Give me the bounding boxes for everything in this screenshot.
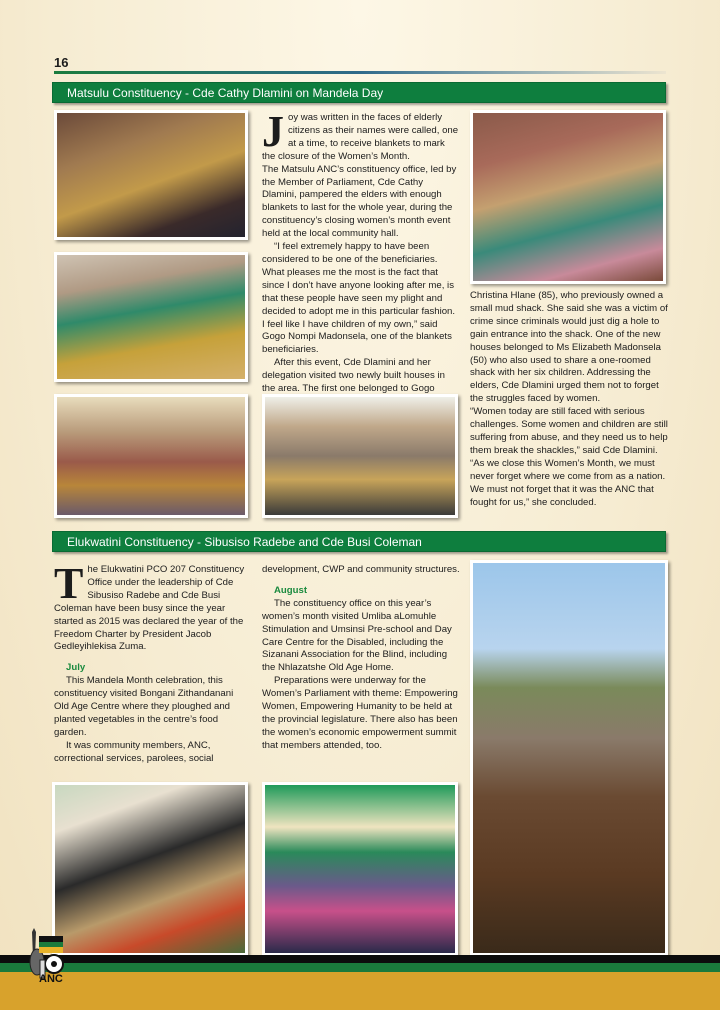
footer-band-gold (0, 972, 720, 1010)
footer-band-green (0, 963, 720, 972)
flag-gold-stripe (39, 947, 63, 953)
section-title-matsulu: Matsulu Constituency - Cde Cathy Dlamini on Mandela Day (52, 82, 666, 103)
photo-garden-workers (470, 560, 668, 956)
photo-three-women (470, 110, 666, 284)
article-matsulu-col1 (262, 107, 460, 396)
paragraph: It was community members, ANC, correctional services, parolees, social (54, 739, 214, 764)
subheading-july: July (66, 662, 86, 674)
paragraph: The Matsulu ANC’s constituency office, led by the Member of Parliament, Cde Cathy Dlamini, pampered the elders with enough blankets to last for the whole year, during the constituency’s closing women’s month event held at the local community hall. (262, 163, 457, 240)
anc-logo-text: ANC (39, 973, 63, 985)
flag-black-stripe (39, 936, 63, 942)
photo-blanket-handover (54, 110, 248, 240)
subheading-august: August (274, 584, 308, 596)
page-number: 16 (54, 55, 69, 70)
paragraph: “I feel extremely happy to have been considered to be one of the beneficiaries. What pleases me the most is the fact that since I don’t have anyone looking after me, is that these people have seen my plight and decided to adopt me in this particular fashion. I feel like I have children of my own,” said Gogo Nompi Madonsela, one of the blankets beneficiaries. (262, 241, 456, 356)
paragraph: “Women today are still faced with serious challenges. Some women and children are still suffering from abuse, and they need us to help them break the shackles,” said Cde Dlamini. “As we close this Women’s Month, we must never forget where we come from as a nation. We must not forget that it was the ANC that fought for us,” she concluded. (470, 406, 668, 508)
article-elukwatini-col1 (54, 559, 250, 766)
paragraph: Christina Hlane (85), who previously owned a small mud shack. She said she was a victim of crime since criminals would just dig a hole to gain entrance into the shack. One of the new houses belonged to Ms Elizabeth Madonsela (50) who also used to share a one-roomed shack with her six children. Addressing the elders, Cde Dlamini urged them not to forget the struggles faced by women. (470, 290, 668, 405)
top-rule (54, 71, 666, 74)
paragraph: The constituency office on this year’s women’s month visited Umliba aLomuhle Stimulation and Umsinsi Pre-school and Day Care Centre for the Disabled, including the Sizanani Association for the Blind, including the Nhlazatshe Old Age Home. (262, 597, 452, 674)
dropcap-t: T (54, 559, 84, 608)
photo-women-greeting (54, 252, 248, 382)
paragraph: development, CWP and community structures. (262, 564, 460, 575)
dropcap-j: J (262, 107, 284, 156)
article-matsulu-col2 (470, 290, 668, 509)
article-elukwatini-col2 (262, 564, 460, 753)
paragraph: Preparations were underway for the Women’s Parliament with theme: Empowering Women, Empowering Humanity to be held at the provincial legislature. There also has been the women’s economic empowerment summit that members attended, too. (262, 675, 458, 751)
photo-hall-crowd (54, 394, 248, 518)
paragraph: This Mandela Month celebration, this constituency visited Bongani Zithandanani Old Age Centre where they ploughed and planted vegetables in the centre’s food garden. (54, 675, 234, 738)
photo-elders-blankets (262, 394, 458, 518)
photo-tent-gathering (262, 782, 458, 956)
paragraph: After this event, Cde Dlamini and her delegation visited two newly built houses in the area. The first one belonged to Gogo (262, 357, 445, 395)
paragraph: he Elukwatini PCO 207 Constituency Office under the leadership of Cde Sibusiso Radebe and Cde Busi Coleman have been busy since the year started as 2015 was declared the year of the Freedom Charter by President Jacob Gedleyihlekisa Zuma. (54, 564, 245, 653)
section-title-elukwatini: Elukwatini Constituency - Sibusiso Radebe and Cde Busi Coleman (52, 531, 666, 552)
footer-band-black (0, 955, 720, 963)
photo-produce-stall (52, 782, 248, 956)
paragraph: oy was written in the faces of elderly citizens as their names were called, one at a time, to receive blankets to mark the closure of the Women’s Month. (262, 112, 459, 162)
flag-green-stripe (39, 942, 63, 947)
